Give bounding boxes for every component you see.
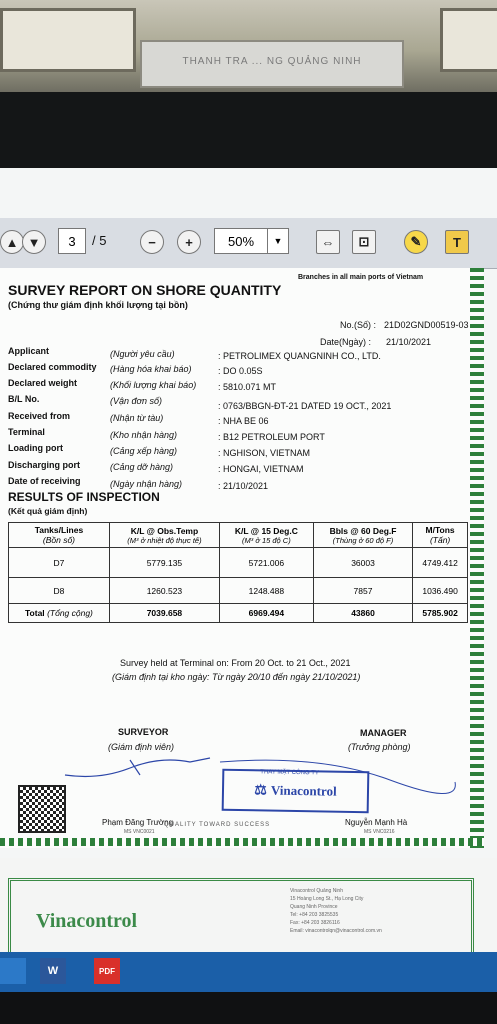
survey-held-vi: (Giám định tại kho ngày: Từ ngày 20/10 đến ngày 21/10/2021) [112,672,361,682]
report-subtitle: (Chứng thư giám định khối lượng tại bồn) [8,300,188,310]
address-line: Quang Ninh Province [290,904,338,910]
field-label: Received from [8,411,71,421]
branches-note: Branches in all main ports of Vietnam [298,274,424,281]
fit-page-icon[interactable]: ⊡ [352,230,376,254]
table-cell: 5779.135 [109,548,219,578]
comment-icon[interactable]: ✎ [404,230,428,254]
table-cell: 4749.412 [413,548,468,578]
taskbar [0,952,497,992]
monitor-bottom-bezel [0,992,497,1024]
field-label: B/L No. [8,394,40,404]
page2-logo: Vinacontrol [36,910,138,932]
table-header: K/L @ 15 Deg.C (M³ ở 15 độ C) [219,523,313,548]
table-cell: D7 [9,548,110,578]
page-total: / 5 [92,233,107,248]
field-label: Declared commodity [8,362,97,372]
pdf-toolbar [0,218,497,269]
table-cell: 1248.488 [219,578,313,604]
report-title: SURVEY REPORT ON SHORE QUANTITY [8,282,282,298]
start-icon[interactable] [0,958,26,984]
slogan: QUALITY TOWARD SUCCESS [164,822,271,828]
address-line: Fax: +84 203 3826116 [290,920,340,926]
field-value: : DO 0.05S [218,366,263,376]
table-header: M/Tons (Tấn) [413,523,468,548]
background-room [0,0,497,92]
stamp-logo-icon: ⚖ [254,782,268,798]
address-line: Vinacontrol Quảng Ninh [290,888,343,894]
field-value: : 0763/BBGN-ĐT-21 DATED 19 OCT., 2021 [218,401,392,411]
table-cell: 7039.658 [109,604,219,623]
highlight-icon[interactable]: T [445,230,469,254]
zoom-in-icon[interactable]: + [177,230,201,254]
manager-heading: MANAGER [360,728,407,738]
table-header: Tanks/Lines (Bồn số) [9,523,110,548]
field-value: : HONGAI, VIETNAM [218,464,304,474]
pdf-icon[interactable]: PDF [94,958,120,984]
table-cell: D8 [9,578,110,604]
word-icon[interactable]: W [40,958,66,984]
table-cell: 7857 [313,578,412,604]
date-value: 21/10/2021 [386,337,432,347]
results-subtitle: (Kết quả giám định) [8,506,88,516]
company-stamp: THAY MẶT CÔNG TY ⚖ Vinacontrol [222,769,370,814]
table-row [9,578,468,604]
results-title: RESULTS OF INSPECTION [8,490,160,504]
table-cell: 6969.494 [219,604,313,623]
table-cell: 1036.490 [413,578,468,604]
surveyor-heading: SURVEYOR [118,727,169,737]
window [0,8,136,72]
table-cell: 5721.006 [219,548,313,578]
table-cell: 36003 [313,548,412,578]
no-value: 21D02GND00519-03 [384,320,469,330]
manager-name: Nguyễn Mạnh Hà [345,818,408,827]
field-label: Date of receiving [8,476,81,486]
surveyor-code: MS VNC0021 [124,829,155,835]
next-page [0,858,497,958]
field-label: Loading port [8,443,63,453]
date-label: Date(Ngày) : [320,337,372,347]
chevron-down-icon[interactable]: ▼ [267,228,289,254]
field-label: Discharging port [8,460,81,470]
window [440,8,497,72]
field-label-vi: (Vận đơn số) [110,396,162,406]
zoom-select[interactable]: 50% [214,228,268,254]
page-number-input[interactable]: 3 [58,228,86,254]
table-header: K/L @ Obs.Temp (M³ ở nhiệt độ thực tế) [109,523,219,548]
field-label-vi: (Kho nhận hàng) [110,430,178,440]
qr-code-icon [18,785,66,833]
field-label-vi: (Khối lượng khai báo) [110,380,197,390]
field-label-vi: (Hàng hóa khai báo) [110,364,192,374]
table-cell: 43860 [313,604,412,623]
address-line: Email: vinacontrolqn@vinacontrol.com.vn [290,928,382,934]
room-sign: THANH TRA ... NG QUẢNG NINH [140,40,404,88]
field-label-vi: (Người yêu cầu) [110,349,175,359]
zoom-out-icon[interactable]: − [140,230,164,254]
field-value: : 5810.071 MT [218,382,277,392]
manager-heading-vi: (Trưởng phòng) [348,742,411,752]
survey-held: Survey held at Terminal on: From 20 Oct. to 21 Oct., 2021 [120,658,351,668]
table-header-row [9,523,468,548]
no-label: No.(Số) : [340,320,377,330]
field-value: : B12 PETROLEUM PORT [218,432,325,442]
field-value: : PETROLIMEX QUANGNINH CO., LTD. [218,351,381,361]
manager-code: MS VNC0216 [364,829,395,835]
field-value: : NGHISON, VIETNAM [218,448,311,458]
address-line: 15 Hoàng Long St., Hạ Long City [290,896,364,902]
surveyor-name: Phạm Đăng Trường [102,818,174,827]
field-label-vi: (Ngày nhận hàng) [110,479,183,489]
field-label-vi: (Cảng xếp hàng) [110,446,178,456]
table-cell: 5785.902 [413,604,468,623]
field-label: Declared weight [8,378,78,388]
field-label: Applicant [8,346,50,356]
field-label-vi: (Nhận từ tàu) [110,413,164,423]
page-border-bottom [0,838,484,846]
page-border-right [470,268,484,848]
total-label: Total (Tổng cộng) [9,604,110,623]
arrow-down-icon[interactable]: ▼ [22,230,46,254]
field-label-vi: (Cảng dỡ hàng) [110,462,173,472]
surveyor-heading-vi: (Giám định viên) [108,742,175,752]
field-label: Terminal [8,427,45,437]
fit-width-icon[interactable]: ⇔ [316,230,340,254]
results-table [8,522,468,623]
field-value: : 21/10/2021 [218,481,269,491]
table-cell: 1260.523 [109,578,219,604]
table-row [9,548,468,578]
field-value: : NHA BE 06 [218,416,269,426]
arrow-up-icon[interactable]: ▲ [0,230,24,254]
table-total-row [9,604,468,623]
table-header: Bbls @ 60 Deg.F (Thùng ở 60 độ F) [313,523,412,548]
address-line: Tel: +84 203 3825535 [290,912,339,918]
